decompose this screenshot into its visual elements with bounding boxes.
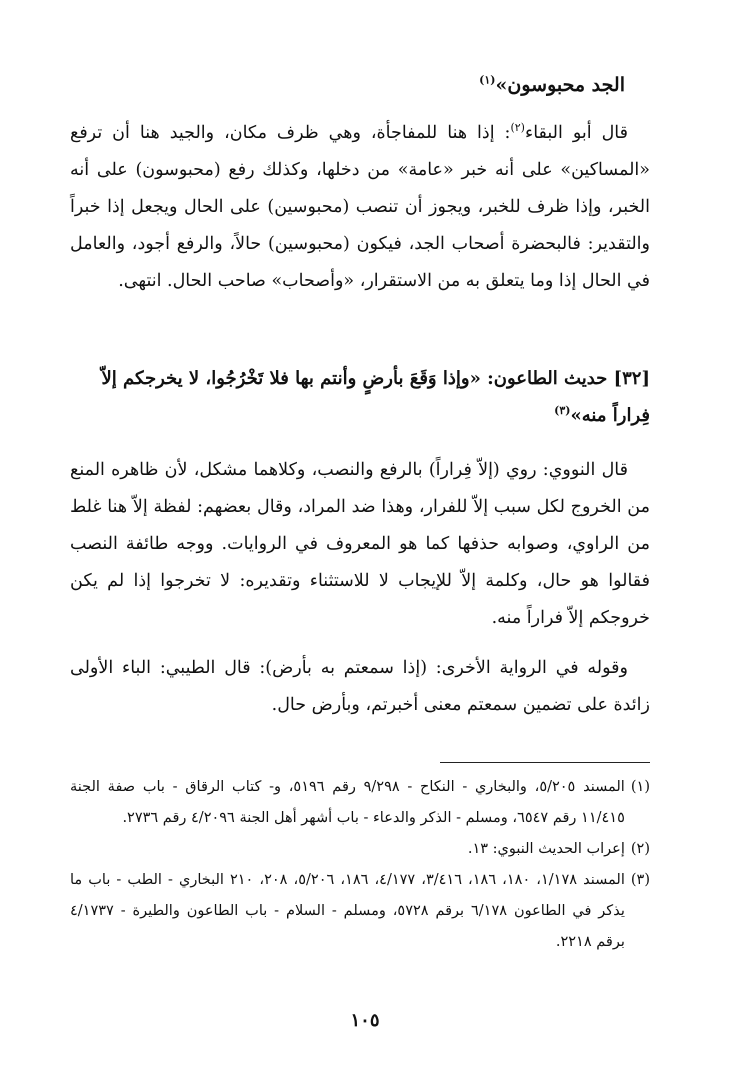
hadith-text: «وإذا وَقَعَ بأرضٍ وأنتم بها فلا تَخْرُجُوا، لا يخرجكم إلاّ فِراراً منه» [101,368,650,426]
footnote-number: (٢) [630,841,650,857]
hadith-label: حديث الطاعون: [487,368,608,389]
footnote-item [70,834,650,865]
hadith-footnote-ref: (٣) [554,404,571,417]
page-number: ١٠٥ [350,1010,380,1031]
footnote-number: (١) [630,779,650,795]
paragraph-text: : إذا هنا للمفاجأة، وهي ظرف مكان، والجيد هنا أن ترفع «المساكين» على أنه خبر «عامة» من دخلها، وكذلك رفع (محبوسون) على أنه الخبر، وإذا ظرف للخبر، ويجوز أن تنصب (محبوسين) على الحال ويجعل إذا خبراً والتقدير: فالبحضرة أصحاب الجد، فيكون (محبوسين) حالاً، والرفع أجود، والعامل في الحال إذا وما يتعلق به من الاستقرار، «وأصحاب» صاحب الحال. انتهى. [70,123,650,291]
footnote-text: المسند ١/١٧٨، ١٨٠، ١٨٦، ٣/٤١٦، ٤/١٧٧، ١٨٦، ٥/٢٠٦، ٢٠٨، ٢١٠ البخاري - الطب - باب ما يذكر في الطاعون ٦/١٧٨ برقم ٥٧٢٨، ومسلم - السلام - باب الطاعون والطيرة - ٤/١٧٣٧ برقم ٢٢١٨. [70,872,625,950]
footnote-text: إعراب الحديث النبوي: ١٣. [467,841,625,857]
footnote-text: المسند ٥/٢٠٥، والبخاري - النكاح - ٩/٢٩٨ رقم ٥١٩٦، و- كتاب الرقاق - باب صفة الجنة ١١/٤١٥ رقم ٦٥٤٧، ومسلم - الذكر والدعاء - باب أشهر أهل الجنة ٤/٢٠٩٦ رقم ٢٧٣٦. [70,779,625,826]
paragraph-footnote-ref: (٢) [510,121,525,135]
hadith-title [70,360,650,434]
paragraph-text: قال النووي: روي (إلاّ فِراراً) بالرفع والنصب، وكلاهما مشكل، لأن ظاهره المنع من الخروج لكل سبب إلاّ للفرار، وهذا ضد المراد، وقال بعضهم: لفظة إلاّ هنا غلط من الراوي، وصوابه حذفها كما هو المعروف في الروايات. ووجه طائفة النصب فقالوا هو حال، وكلمة إلاّ للإيجاب لا للاستثناء وتقديره: لا تخرجوا إذا لم يكن خروجكم إلاّ فراراً منه. [70,460,650,628]
paragraph-abu-al-baqa [70,115,650,300]
footnote-item [70,772,650,834]
hadith-number: [٣٢] [613,368,650,389]
paragraph-tibi [70,650,650,724]
section-heading [80,70,625,100]
paragraph-text: وقوله في الرواية الأخرى: (إذا سمعتم به بأرض): قال الطيبي: الباء الأولى زائدة على تضمين سمعتم معنى أخبرتم، وبأرض حال. [70,658,650,715]
footnote-number: (٣) [630,872,650,888]
paragraph-lead: قال أبو البقاء [524,123,628,143]
footnote-item [70,865,650,958]
footnote-divider [440,762,650,763]
heading-footnote-ref: (١) [479,73,496,87]
footnotes [70,772,650,958]
paragraph-nawawi [70,452,650,637]
heading-text: الجد محبوسون» [495,74,625,96]
